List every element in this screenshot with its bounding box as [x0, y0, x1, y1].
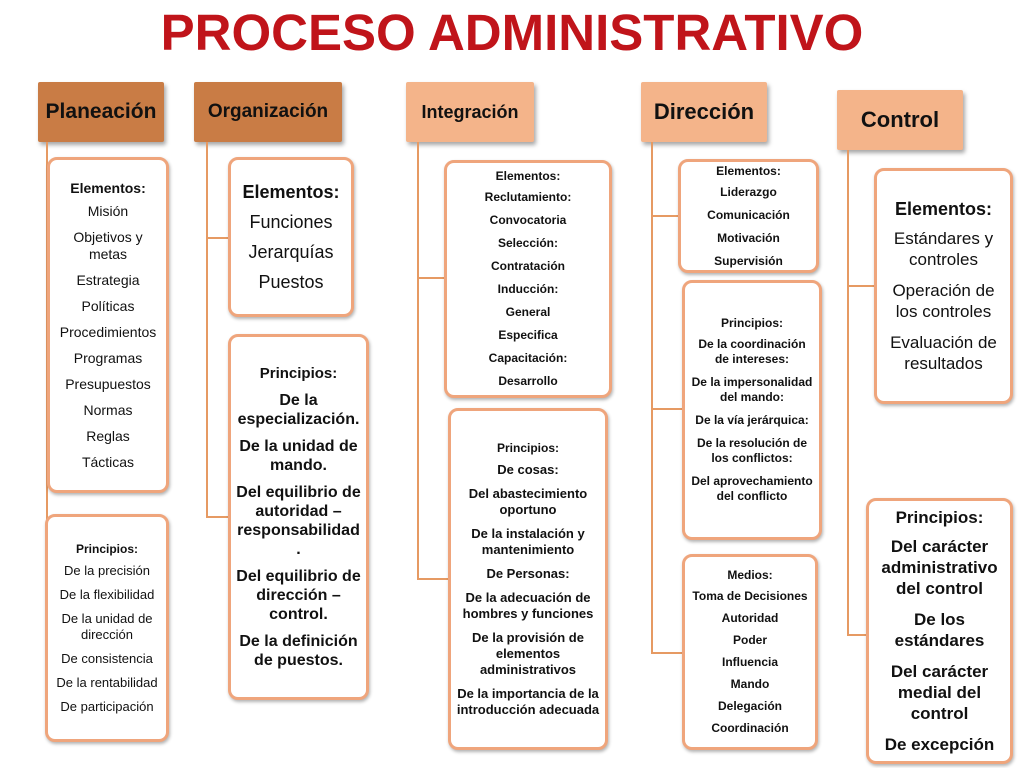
direccion-medios-box — [682, 554, 818, 750]
box-item: Evaluación de resultados — [890, 332, 997, 373]
box-item: Del equilibrio de autoridad – responsabilidad . — [236, 484, 361, 558]
box-item: Del carácter administrativo del control — [881, 537, 998, 598]
header-label: Planeación — [45, 100, 157, 123]
box-item: Liderazgo — [720, 184, 777, 199]
box-item: Operación de los controles — [892, 280, 995, 321]
header-integracion — [406, 82, 534, 142]
diagram-title: PROCESO ADMINISTRATIVO — [160, 4, 864, 61]
planeacion-elementos-box — [47, 157, 169, 493]
integracion-principios-box — [448, 408, 608, 750]
box-item: De la precisión — [64, 563, 150, 578]
box-item: De la provisión de elementos administrativos — [472, 630, 584, 677]
box-item: Comunicación — [707, 207, 790, 222]
box-item: De la rentabilidad — [56, 675, 158, 690]
box-title: Elementos: — [70, 179, 146, 196]
connector-vertical — [206, 142, 208, 518]
box-title: Medios: — [727, 568, 773, 582]
box-item: Programas — [73, 349, 143, 366]
box-item: Presupuestos — [65, 375, 151, 392]
connector-horizontal — [847, 634, 867, 636]
connector-horizontal — [206, 237, 228, 239]
header-organizacion — [194, 82, 342, 142]
direccion-elementos-box — [678, 159, 819, 273]
connector-horizontal — [847, 285, 875, 287]
box-item: De cosas: — [497, 462, 559, 477]
box-item: Del abastecimiento oportuno — [468, 486, 588, 517]
box-title: Elementos: — [894, 198, 993, 219]
box-item: Especifica — [498, 328, 558, 342]
header-label: Organización — [207, 101, 329, 122]
box-item: De la resolución de los conflictos: — [696, 436, 808, 465]
box-item: Desarrollo — [498, 374, 558, 388]
integracion-elementos-box — [444, 160, 612, 398]
box-item: De la especialización. — [237, 392, 360, 428]
planeacion-principios-box — [45, 514, 169, 742]
box-item: De la coordinación de intereses: — [698, 337, 806, 366]
box-item: De Personas: — [486, 566, 570, 581]
box-item: Inducción: — [497, 282, 559, 296]
organizacion-elementos-box — [228, 157, 354, 317]
box-item: De la adecuación de hombres y funciones — [462, 590, 594, 621]
box-title: Principios: — [259, 365, 338, 382]
box-item: Estrategia — [76, 271, 140, 288]
box-item: Supervisión — [714, 253, 783, 268]
box-item: Funciones — [249, 212, 333, 232]
header-control — [837, 90, 963, 150]
box-item: Coordinación — [711, 721, 789, 735]
connector-horizontal — [206, 516, 228, 518]
box-item: Toma de Decisiones — [692, 589, 808, 603]
box-item: De los estándares — [894, 610, 985, 650]
header-direccion — [641, 82, 767, 142]
box-item: Estándares y controles — [893, 228, 994, 269]
box-item: De la impersonalidad del mando: — [691, 375, 813, 404]
connector-horizontal — [651, 408, 683, 410]
box-item: De la flexibilidad — [59, 587, 155, 602]
box-item: Reclutamiento: — [484, 190, 572, 204]
connector-horizontal — [417, 578, 449, 580]
box-item: Convocatoria — [489, 213, 567, 227]
box-item: Políticas — [81, 297, 135, 314]
box-item: Procedimientos — [59, 323, 157, 340]
header-label: Integración — [421, 101, 519, 122]
box-title: Principios: — [895, 508, 984, 527]
box-title: Principios: — [75, 542, 138, 556]
box-item: De la unidad de dirección — [61, 611, 153, 642]
box-item: Normas — [83, 401, 133, 418]
box-item: De la instalación y mantenimiento — [471, 526, 585, 557]
box-item: De participación — [60, 699, 154, 714]
header-label: Dirección — [653, 99, 755, 124]
box-title: Principios: — [720, 316, 783, 330]
box-item: Motivación — [717, 230, 780, 245]
box-item: General — [505, 305, 551, 319]
box-item: Mando — [730, 677, 770, 691]
box-item: De consistencia — [61, 651, 153, 666]
box-item: Tácticas — [81, 453, 135, 470]
header-label: Control — [860, 107, 940, 132]
box-item: De excepción — [884, 735, 995, 754]
box-item: Del aprovechamiento del conflicto — [691, 474, 813, 503]
box-item: Del equilibrio de dirección – control. — [236, 568, 361, 623]
connector-vertical — [651, 142, 653, 654]
box-item: Autoridad — [721, 611, 779, 625]
box-title: Elementos: — [495, 169, 561, 183]
direccion-principios-box — [682, 280, 822, 540]
box-item: De la definición de puestos. — [239, 633, 358, 669]
box-item: Objetivos y metas — [73, 228, 143, 262]
box-item: Influencia — [721, 655, 778, 669]
header-planeacion — [38, 82, 164, 142]
connector-horizontal — [417, 277, 445, 279]
connector-vertical — [417, 142, 419, 580]
organizacion-principios-box — [228, 334, 369, 700]
box-item: Delegación — [717, 699, 783, 713]
box-item: Del carácter medial del control — [890, 662, 989, 723]
box-item: De la importancia de la introducción adecuada — [456, 686, 600, 717]
box-title: Elementos: — [716, 163, 781, 178]
box-title: Elementos: — [242, 182, 340, 202]
box-item: De la vía jerárquica: — [695, 413, 809, 427]
box-item: Poder — [732, 633, 767, 647]
box-item: Contratación — [490, 259, 565, 273]
box-item: Jerarquías — [248, 242, 334, 262]
box-item: Capacitación: — [488, 351, 568, 365]
box-item: Misión — [87, 202, 129, 219]
connector-vertical — [847, 150, 849, 636]
box-title: Principios: — [496, 441, 559, 455]
box-item: De la unidad de mando. — [239, 438, 358, 474]
box-item: Reglas — [86, 427, 130, 444]
connector-horizontal — [651, 652, 683, 654]
box-item: Selección: — [497, 236, 559, 250]
control-principios-box — [866, 498, 1013, 764]
box-item: Puestos — [258, 272, 324, 292]
control-elementos-box — [874, 168, 1013, 404]
connector-horizontal — [651, 215, 679, 217]
